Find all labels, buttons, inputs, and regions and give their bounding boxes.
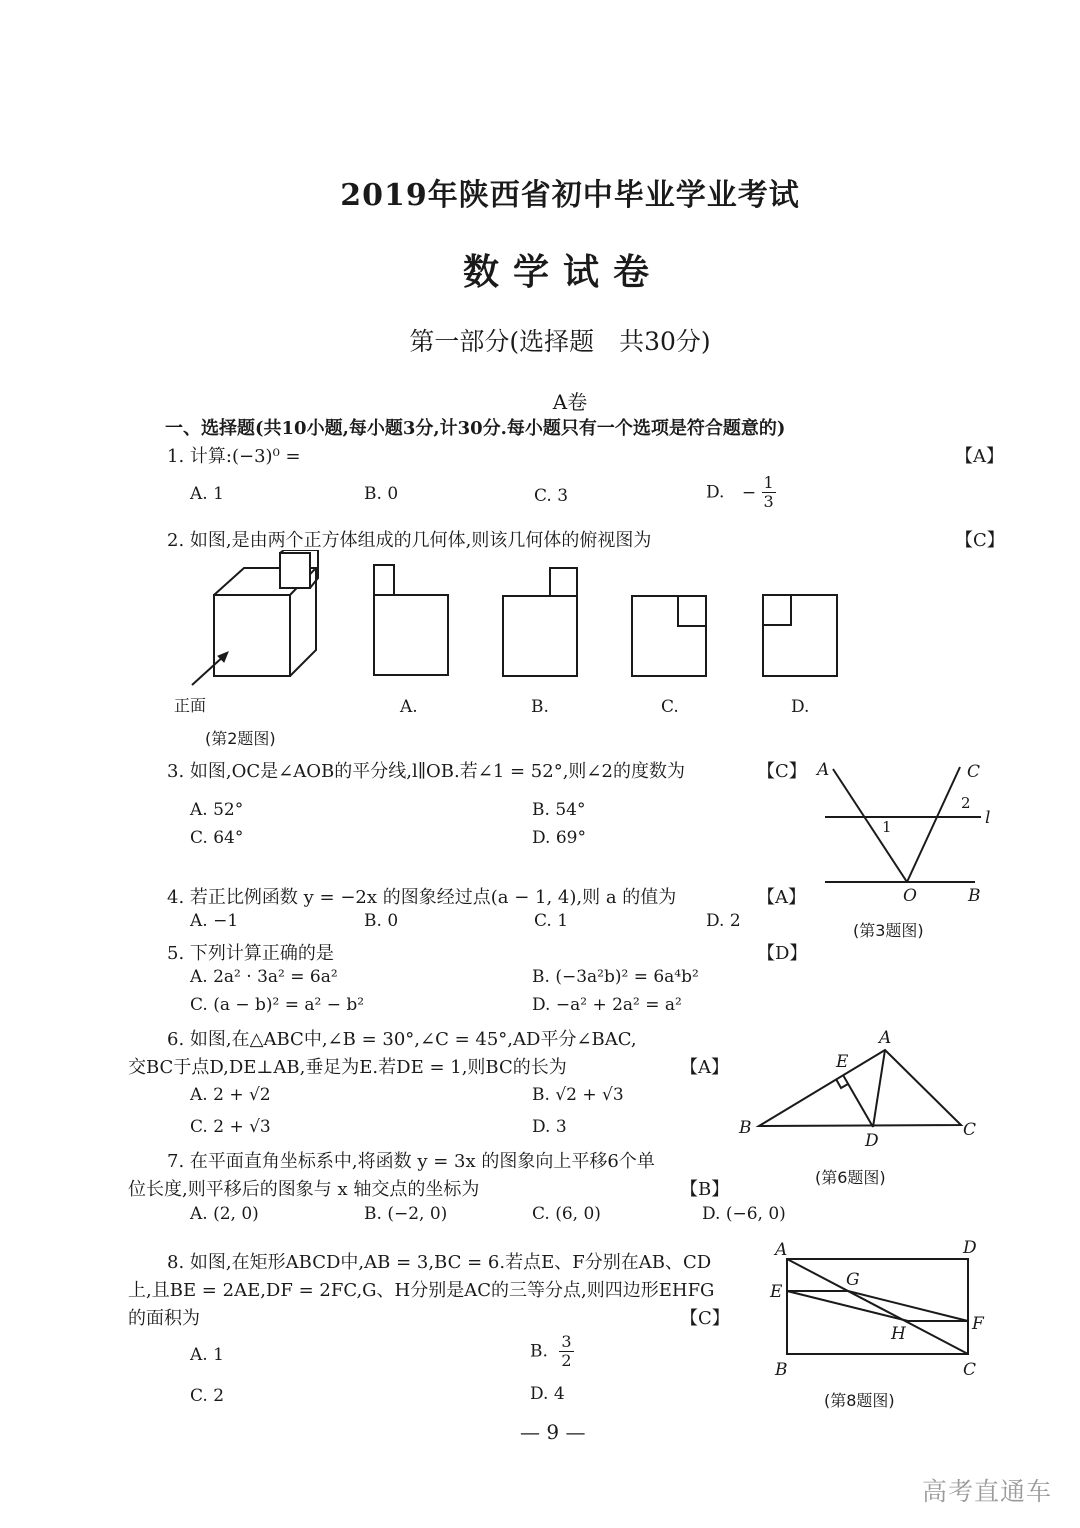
- option-d: D. 69°: [532, 828, 586, 848]
- q3-figure: [815, 755, 1005, 905]
- option-c: C. 64°: [190, 828, 244, 848]
- question-7-line1: 7. 在平面直角坐标系中,将函数 y = 3x 的图象向上平移6个单: [167, 1151, 655, 1172]
- svg-text:B: B: [968, 886, 981, 905]
- option-a: A. (2, 0): [190, 1204, 259, 1224]
- option-a: A. 52°: [190, 800, 244, 820]
- option-a: A. 1: [190, 484, 224, 504]
- option-c: C. 3: [534, 486, 569, 506]
- option-b: B. $\frac{3}{2}$: [530, 1332, 572, 1370]
- option-b: B. 54°: [532, 800, 586, 820]
- figure-label-a: A.: [400, 697, 418, 717]
- option-b: B. 0: [364, 911, 399, 931]
- question-number: 1.: [167, 446, 185, 467]
- fraction: $\frac{1}{3}$: [763, 473, 774, 511]
- question-6-line2: 交BC于点D,DE⊥AB,垂足为E.若DE = 1,则BC的长为: [128, 1057, 567, 1078]
- option-b: B. (−2, 0): [364, 1204, 448, 1224]
- svg-text:2: 2: [961, 794, 971, 812]
- svg-text:l: l: [985, 808, 991, 828]
- question-5: 5. 下列计算正确的是: [167, 943, 334, 964]
- option-c: C. (a − b)² = a² − b²: [190, 995, 365, 1015]
- q2-figure-solids: [160, 550, 860, 730]
- figure-label-d: D.: [791, 697, 810, 717]
- front-label: 正面: [174, 696, 207, 715]
- option-d: D. 3: [532, 1117, 567, 1137]
- question-8-line1: 8. 如图,在矩形ABCD中,AB = 3,BC = 6.若点E、F分别在AB、CD: [167, 1252, 712, 1273]
- figure-caption: (第8题图): [824, 1391, 895, 1410]
- question-6-line1: 6. 如图,在△ABC中,∠B = 30°,∠C = 45°,AD平分∠BAC,: [167, 1029, 637, 1050]
- q6-figure: [735, 1025, 985, 1150]
- option-a: A. 2 + √2: [190, 1085, 271, 1105]
- svg-text:C: C: [963, 1360, 977, 1380]
- svg-text:H: H: [891, 1324, 906, 1344]
- svg-text:C: C: [963, 1120, 977, 1140]
- question-8-line3: 的面积为: [128, 1308, 200, 1329]
- figure-label-c: C.: [661, 697, 679, 717]
- option-d: D. 2: [706, 911, 741, 931]
- option-a: A. −1: [190, 911, 239, 931]
- svg-text:A: A: [817, 760, 830, 780]
- option-b: B. √2 + √3: [532, 1085, 624, 1105]
- section-instructions: 一、选择题(共10小题,每小题3分,计30分.每小题只有一个选项是符合题意的): [165, 418, 786, 439]
- svg-text:F: F: [972, 1314, 984, 1334]
- option-d: D. − $\frac{1}{3}$: [706, 473, 774, 511]
- question-8-line2: 上,且BE = 2AE,DF = 2FC,G、H分别是AC的三等分点,则四边形EHFG: [128, 1280, 715, 1301]
- answer-badge: 【D】: [757, 943, 808, 964]
- page-number: — 9 —: [520, 1420, 586, 1444]
- answer-badge: 【B】: [680, 1179, 730, 1200]
- figure-caption: (第3题图): [853, 921, 924, 940]
- svg-text:A: A: [879, 1028, 892, 1048]
- answer-badge: 【C】: [955, 530, 1005, 551]
- q8-figure: [765, 1235, 1005, 1380]
- svg-text:O: O: [903, 886, 917, 905]
- question-3: 3. 如图,OC是∠AOB的平分线,l∥OB.若∠1 = 52°,则∠2的度数为: [167, 761, 685, 782]
- part-title: 第一部分(选择题 共30分): [409, 327, 711, 356]
- svg-text:1: 1: [882, 818, 892, 836]
- svg-text:C: C: [967, 762, 981, 782]
- option-c: C. 2 + √3: [190, 1117, 271, 1137]
- answer-badge: 【A】: [757, 887, 806, 908]
- answer-badge: 【C】: [680, 1308, 730, 1329]
- answer-badge: 【A】: [955, 446, 1004, 467]
- fraction: $\frac{3}{2}$: [561, 1332, 572, 1370]
- option-a: A. 1: [190, 1345, 224, 1365]
- question-2: 2. 如图,是由两个正方体组成的几何体,则该几何体的俯视图为: [167, 530, 652, 551]
- volume-label: A卷: [552, 390, 588, 414]
- question-1: [167, 442, 301, 468]
- svg-text:B: B: [739, 1118, 752, 1138]
- option-c: C. (6, 0): [532, 1204, 601, 1224]
- option-d: D. −a² + 2a² = a²: [532, 995, 682, 1015]
- option-d: D. 4: [530, 1384, 565, 1404]
- figure-caption: (第2题图): [205, 729, 276, 748]
- figure-label-b: B.: [531, 697, 549, 717]
- option-c: C. 1: [534, 911, 569, 931]
- watermark: 高考直通车: [922, 1477, 1053, 1506]
- exam-title: 2019年陕西省初中毕业学业考试: [340, 178, 800, 213]
- answer-badge: 【C】: [757, 761, 807, 782]
- svg-text:E: E: [770, 1282, 783, 1302]
- option-c: C. 2: [190, 1386, 225, 1406]
- svg-text:A: A: [775, 1240, 788, 1260]
- answer-badge: 【A】: [680, 1057, 729, 1078]
- question-4: 4. 若正比例函数 y = −2x 的图象经过点(a − 1, 4),则 a 的值为: [167, 887, 677, 908]
- svg-text:D: D: [865, 1131, 879, 1150]
- figure-caption: (第6题图): [815, 1168, 886, 1187]
- svg-text:E: E: [836, 1052, 849, 1072]
- question-stem: 计算:(−3)⁰ =: [189, 446, 301, 467]
- question-7-line2: 位长度,则平移后的图象与 x 轴交点的坐标为: [128, 1179, 480, 1200]
- subject-title: 数学试卷: [462, 251, 663, 293]
- option-b: B. (−3a²b)² = 6a⁴b²: [532, 967, 699, 987]
- svg-text:G: G: [846, 1270, 860, 1290]
- svg-text:B: B: [775, 1360, 788, 1380]
- svg-text:D: D: [963, 1238, 977, 1258]
- option-d: D. (−6, 0): [702, 1204, 786, 1224]
- option-b: B. 0: [364, 484, 399, 504]
- option-a: A. 2a² · 3a² = 6a²: [190, 967, 338, 987]
